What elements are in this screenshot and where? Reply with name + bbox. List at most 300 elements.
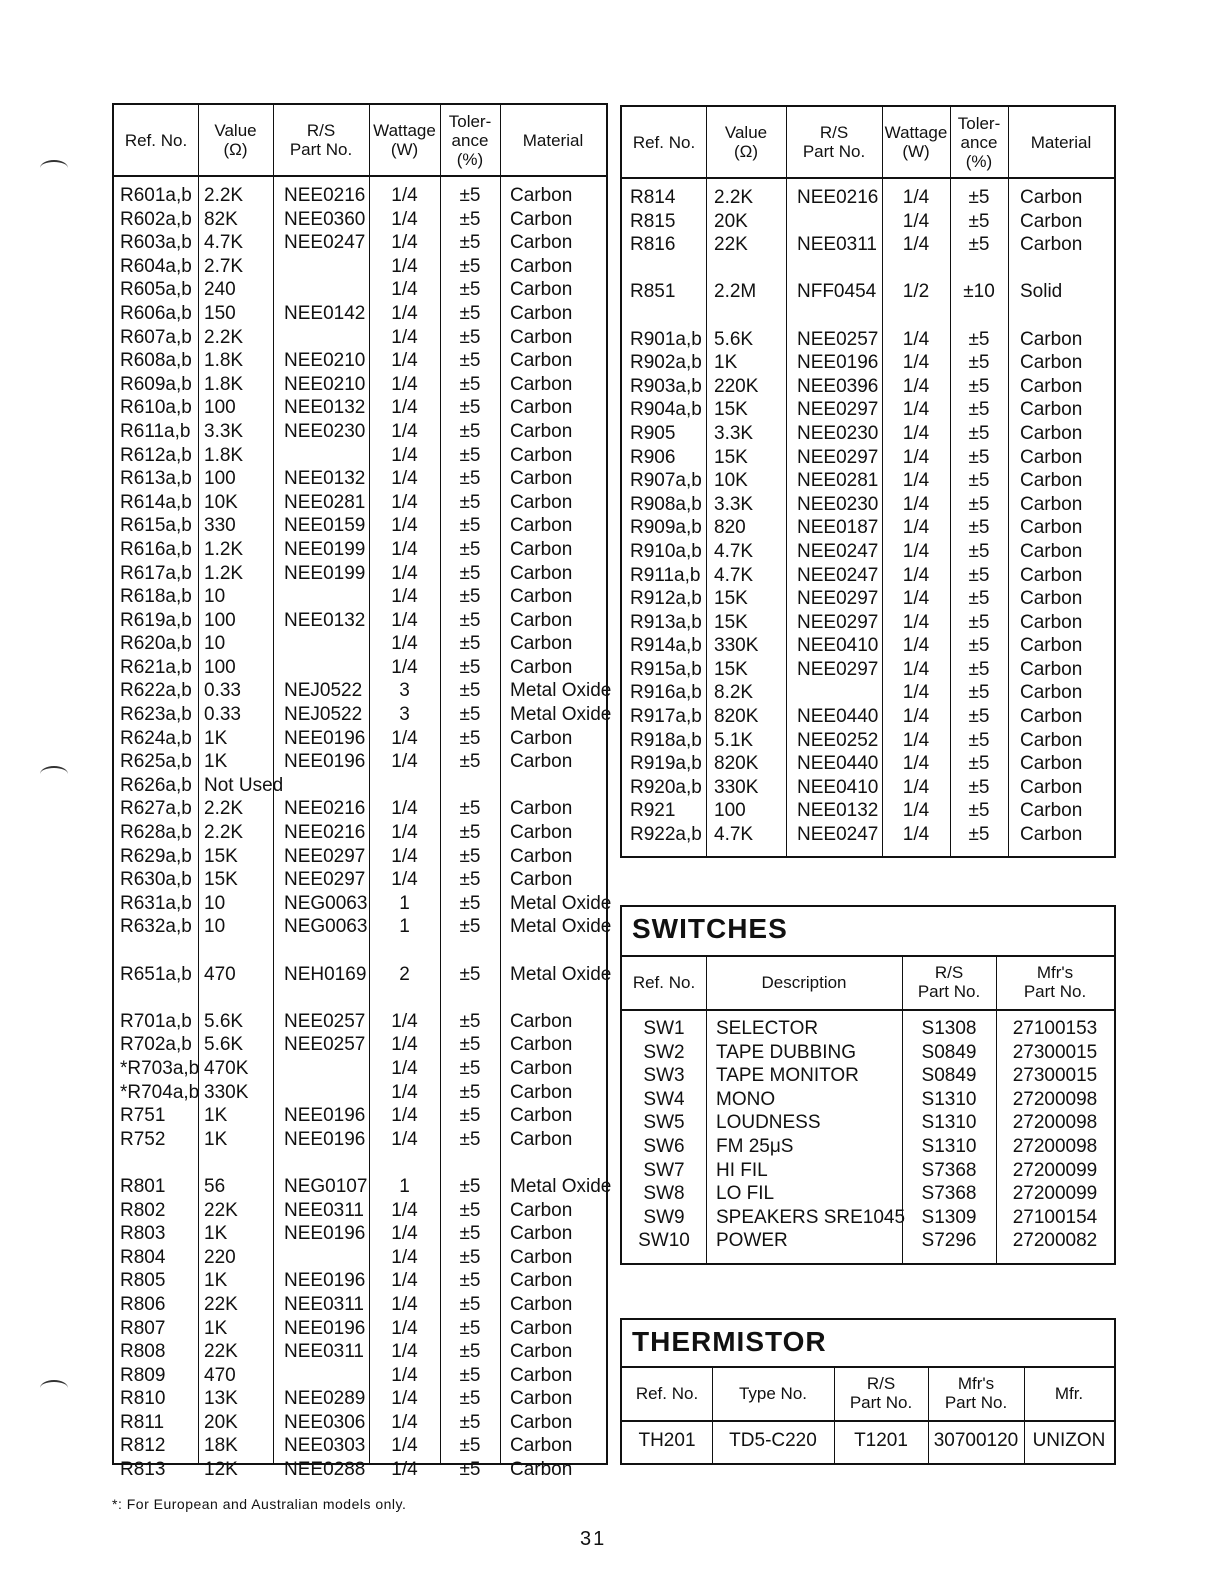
cell-wattage: 1/4 (391, 562, 418, 584)
right-table-header (622, 107, 1114, 179)
cell-value: 5.6K (204, 1034, 244, 1056)
cell-ref: R628a,b (120, 822, 192, 844)
cell-ref: R612a,b (120, 444, 192, 466)
cell-material: Carbon (510, 1057, 573, 1079)
cell-value: 1K (204, 1223, 228, 1245)
cell-tolerance: ±10 (963, 281, 995, 303)
cell-type: TD5-C220 (729, 1430, 817, 1451)
thermistor-body (622, 1428, 1114, 1454)
table-row (622, 1064, 1114, 1088)
cell-mfr-part: 27100153 (1012, 1018, 1098, 1039)
cell-material: Carbon (1020, 187, 1083, 208)
cell-wattage: 1/4 (391, 845, 418, 867)
cell-wattage: 1/4 (391, 1270, 418, 1292)
cell-tolerance: ±5 (968, 753, 990, 775)
cell-material: Carbon (1020, 328, 1083, 350)
table-row (622, 823, 1114, 847)
cell-ref: R625a,b (120, 751, 192, 773)
cell-part: NEE0440 (797, 706, 879, 728)
table-row (114, 1317, 606, 1341)
table-row (114, 892, 612, 916)
cell-ref: R922a,b (630, 824, 702, 846)
table-row (114, 1175, 612, 1199)
cell-material: Carbon (510, 350, 573, 372)
cell-wattage: 1/4 (391, 1293, 418, 1315)
cell-wattage: 1/4 (902, 588, 930, 610)
cell-material: Carbon (1020, 375, 1083, 397)
table-row (622, 446, 1114, 470)
table-row (114, 444, 606, 468)
cell-part: NEE0132 (797, 800, 879, 822)
cell-tolerance: ±5 (459, 822, 481, 844)
cell-wattage: 1/4 (391, 609, 418, 631)
cell-material: Carbon (510, 1199, 573, 1221)
cell-part: S0849 (921, 1041, 977, 1063)
cell-part: NEE0297 (797, 658, 879, 680)
cell-description: SPEAKERS SRE1045 (716, 1206, 906, 1228)
cell-ref: R903a,b (630, 375, 702, 397)
cell-ref: R621a,b (120, 656, 192, 678)
cell-part: S1309 (921, 1206, 977, 1228)
cell-part: NFF0454 (797, 281, 877, 303)
cell-tolerance: ±5 (459, 208, 481, 230)
cell-ref: R911a,b (630, 564, 701, 586)
switches-body (622, 1017, 1114, 1253)
cell-part: NEE0257 (797, 328, 879, 350)
cell-tolerance: ±5 (459, 1341, 481, 1363)
table-row (114, 915, 612, 939)
table-row (114, 373, 606, 397)
cell-material: Carbon (510, 397, 573, 419)
cell-part: NEE0199 (284, 538, 366, 560)
cell-wattage: 1/4 (902, 540, 930, 562)
cell-value: 1K (204, 1317, 228, 1339)
cell-ref: R752 (120, 1128, 166, 1150)
cell-wattage: 1/4 (391, 1223, 418, 1245)
cell-part: NEJ0522 (284, 704, 363, 726)
cell-mfr: UNIZON (1032, 1430, 1106, 1451)
cell-tolerance: ±5 (968, 800, 990, 822)
cell-material: Carbon (1020, 611, 1083, 633)
cell-value: 1.2K (204, 562, 244, 584)
cell-tolerance: ±5 (459, 1128, 481, 1150)
col-header-mfr-part: Mfr's Part No. (944, 1374, 1008, 1412)
cell-value: 220 (204, 1246, 236, 1268)
table-row (622, 1088, 1114, 1112)
left-table-body (114, 184, 612, 1482)
cell-ref: R610a,b (120, 397, 192, 419)
cell-value: 0.33 (204, 680, 241, 702)
table-row (622, 1041, 1114, 1065)
cell-material: Carbon (510, 586, 573, 608)
cell-part: NEE0297 (797, 588, 879, 610)
cell-value: 8.2K (714, 682, 754, 704)
cell-tolerance: ±5 (459, 680, 481, 702)
cell-wattage: 1/4 (391, 515, 418, 537)
cell-value: 1K (204, 727, 228, 749)
cell-material: Carbon (1020, 706, 1083, 728)
cell-ref: R607a,b (120, 326, 192, 348)
cell-value: 1K (204, 1270, 228, 1292)
cell-tolerance: ±5 (459, 468, 481, 490)
cell-part: NEE0196 (284, 1128, 366, 1150)
cell-tolerance: ±5 (968, 611, 990, 633)
cell-wattage: 1/4 (391, 727, 418, 749)
switches-table (620, 905, 1116, 1265)
cell-ref: R801 (120, 1175, 166, 1197)
table-row (622, 1182, 1114, 1206)
cell-value: 22K (204, 1293, 238, 1315)
cell-ref: R629a,b (120, 845, 192, 867)
thermistor-header (622, 1366, 1114, 1422)
col-header-description: Description (761, 972, 847, 992)
cell-value: 18K (204, 1435, 238, 1457)
cell-ref: R816 (630, 234, 676, 256)
cell-part: NEE0247 (797, 564, 879, 586)
table-row (114, 1010, 606, 1034)
table-row (114, 585, 606, 609)
cell-ref: R914a,b (630, 635, 702, 657)
cell-value: 10 (204, 916, 226, 938)
table-row (114, 538, 606, 562)
cell-material: Carbon (510, 727, 573, 749)
cell-wattage: 1/4 (902, 753, 930, 775)
cell-wattage: 1/4 (902, 635, 930, 657)
cell-part: NEE0311 (284, 1293, 364, 1315)
cell-wattage: 1/4 (391, 751, 418, 773)
cell-ref: R613a,b (120, 468, 192, 490)
table-row (114, 278, 606, 302)
table-row (622, 516, 1114, 540)
cell-wattage: 3 (399, 704, 410, 726)
cell-part: NEE0257 (284, 1034, 366, 1056)
table-row (114, 1199, 606, 1223)
cell-part: NEE0196 (284, 727, 366, 749)
cell-wattage: 1/4 (902, 399, 930, 421)
cell-wattage: 1 (399, 916, 410, 938)
cell-value: 22K (204, 1341, 238, 1363)
cell-tolerance: ±5 (968, 564, 990, 586)
table-row (114, 326, 606, 350)
cell-value: 1K (204, 1128, 228, 1150)
cell-tolerance: ±5 (968, 635, 990, 657)
table-row (114, 208, 606, 232)
cell-tolerance: ±5 (459, 751, 481, 773)
cell-tolerance: ±5 (459, 892, 481, 914)
cell-ref: SW4 (643, 1088, 685, 1110)
cell-part: T1201 (854, 1430, 908, 1451)
cell-mfr-part: 27200099 (1012, 1183, 1098, 1205)
cell-ref: R806 (120, 1293, 166, 1315)
cell-part: NEE0247 (284, 232, 366, 254)
cell-material: Carbon (510, 1034, 573, 1056)
table-row (622, 210, 1114, 234)
cell-mfr-part: 27200082 (1012, 1230, 1098, 1252)
table-row (114, 1458, 606, 1482)
cell-tolerance: ±5 (968, 234, 990, 256)
cell-wattage: 1/4 (902, 517, 930, 539)
table-row (114, 231, 606, 255)
cell-material: Carbon (1020, 517, 1083, 539)
table-row (114, 1340, 606, 1364)
cell-tolerance: ±5 (968, 352, 990, 374)
cell-mfr-part: 27200098 (1012, 1088, 1098, 1110)
cell-material: Carbon (510, 1128, 573, 1150)
cell-wattage: 1/4 (902, 187, 930, 208)
table-row (114, 963, 612, 987)
col-header-ref: Ref. No. (124, 130, 188, 150)
cell-material: Carbon (510, 373, 573, 395)
cell-value: 4.7K (204, 232, 244, 254)
cell-part: NEE0440 (797, 753, 879, 775)
left-resistor-table (112, 103, 612, 1481)
cell-tolerance: ±5 (459, 538, 481, 560)
cell-tolerance: ±5 (968, 588, 990, 610)
cell-part: NEE0132 (284, 397, 366, 419)
table-row (622, 729, 1114, 753)
table-row (622, 422, 1114, 446)
cell-tolerance: ±5 (459, 1317, 481, 1339)
cell-value: 10K (714, 470, 748, 492)
table-row (114, 514, 606, 538)
cell-ref: R611a,b (120, 420, 191, 442)
cell-wattage: 1/4 (391, 586, 418, 608)
cell-value: 2.2K (204, 822, 244, 844)
cell-part: NEE0196 (284, 1105, 366, 1127)
cell-tolerance: ±5 (459, 609, 481, 631)
cell-material: Carbon (510, 869, 573, 891)
cell-ref: SW3 (643, 1065, 685, 1087)
cell-ref: R651a,b (120, 963, 192, 985)
table-row (622, 328, 1114, 352)
cell-tolerance: ±5 (459, 869, 481, 891)
table-row (114, 1128, 606, 1152)
cell-tolerance: ±5 (459, 232, 481, 254)
cell-material: Carbon (1020, 776, 1083, 798)
cell-ref: R917a,b (630, 706, 702, 728)
cell-ref: R616a,b (120, 538, 192, 560)
table-row (622, 1206, 1114, 1230)
cell-material: Carbon (510, 1341, 573, 1363)
cell-part: NEE0303 (284, 1435, 366, 1457)
cell-ref: R622a,b (120, 680, 192, 702)
cell-value: 2.2K (204, 185, 244, 206)
cell-part: NEG0063 (284, 916, 368, 938)
cell-wattage: 1/4 (391, 633, 418, 655)
col-header-part: R/S Part No. (289, 121, 353, 159)
cell-tolerance: ±5 (459, 444, 481, 466)
cell-material: Carbon (510, 1010, 573, 1032)
cell-ref: R603a,b (120, 232, 192, 254)
cell-value: 100 (204, 609, 236, 631)
cell-tolerance: ±5 (459, 633, 481, 655)
cell-material: Carbon (1020, 635, 1083, 657)
cell-part: NEE0247 (797, 824, 879, 846)
cell-ref: SW8 (643, 1183, 685, 1205)
cell-ref: R623a,b (120, 704, 192, 726)
cell-ref: R918a,b (630, 729, 702, 751)
cell-value: 15K (714, 611, 748, 633)
cell-material: Carbon (1020, 493, 1083, 515)
cell-part: S0849 (921, 1065, 977, 1087)
cell-part: NEE0159 (284, 515, 366, 537)
cell-material: Metal Oxide (510, 963, 612, 985)
cell-ref: R916a,b (630, 682, 702, 704)
cell-material: Carbon (510, 491, 573, 513)
table-row (622, 705, 1114, 729)
cell-tolerance: ±5 (459, 562, 481, 584)
cell-part: NEG0063 (284, 892, 368, 914)
cell-value: 820K (714, 706, 759, 728)
cell-ref: R804 (120, 1246, 166, 1268)
table-row (622, 776, 1114, 800)
cell-ref: R605a,b (120, 279, 192, 301)
cell-wattage: 1/4 (391, 869, 418, 891)
cell-value: 10 (204, 586, 226, 608)
cell-value: Not Used (204, 774, 284, 796)
cell-tolerance: ±5 (459, 1459, 481, 1481)
table-row (622, 799, 1114, 823)
cell-ref: R813 (120, 1459, 166, 1481)
table-row (114, 750, 606, 774)
cell-tolerance: ±5 (459, 185, 481, 206)
cell-ref: R632a,b (120, 916, 192, 938)
cell-part: NEE0132 (284, 609, 366, 631)
cell-value: 2.2M (714, 281, 757, 303)
cell-tolerance: ±5 (459, 255, 481, 277)
cell-ref: R919a,b (630, 753, 702, 775)
cell-material: Carbon (510, 1081, 573, 1103)
cell-tolerance: ±5 (459, 704, 481, 726)
cell-value: 5.6K (204, 1010, 244, 1032)
cell-tolerance: ±5 (459, 1034, 481, 1056)
cell-part: NEE0311 (284, 1199, 364, 1221)
table-row (622, 611, 1114, 635)
cell-part: NEE0311 (797, 234, 877, 256)
col-header-type: Type No. (738, 1383, 808, 1403)
cell-description: POWER (716, 1230, 788, 1252)
cell-material: Carbon (510, 798, 573, 820)
cell-part: S1310 (921, 1112, 977, 1134)
cell-ref: R701a,b (120, 1010, 192, 1032)
cell-part: NEE0297 (284, 869, 366, 891)
cell-material: Carbon (510, 444, 573, 466)
switches-title: SWITCHES (632, 913, 788, 944)
cell-part: S1310 (921, 1088, 977, 1110)
table-row (114, 491, 606, 515)
col-header-part: R/S Part No. (917, 963, 981, 1001)
cell-material: Carbon (510, 1459, 573, 1481)
cell-ref: R921 (630, 800, 676, 822)
cell-wattage: 1/4 (391, 350, 418, 372)
cell-wattage: 1/4 (391, 302, 418, 324)
table-row (622, 304, 1114, 328)
cell-wattage: 1/4 (902, 706, 930, 728)
cell-ref: R910a,b (630, 540, 702, 562)
table-row (622, 257, 1114, 281)
cell-tolerance: ±5 (459, 586, 481, 608)
cell-material: Carbon (1020, 564, 1083, 586)
table-row (114, 703, 612, 727)
cell-value: 10K (204, 491, 238, 513)
cell-tolerance: ±5 (968, 399, 990, 421)
cell-value: 2.2K (204, 798, 244, 820)
cell-value: 100 (204, 397, 236, 419)
cell-ref: *R703a,b (120, 1057, 200, 1079)
cell-ref: R803 (120, 1223, 166, 1245)
cell-ref: R908a,b (630, 493, 702, 515)
cell-wattage: 1/4 (391, 326, 418, 348)
cell-value: 220K (714, 375, 759, 397)
cell-value: 15K (714, 588, 748, 610)
cell-value: 15K (714, 446, 748, 468)
table-row (622, 469, 1114, 493)
cell-wattage: 1/4 (902, 352, 930, 374)
cell-material: Carbon (510, 1364, 573, 1386)
cell-tolerance: ±5 (459, 1388, 481, 1410)
table-row (114, 467, 606, 491)
cell-material: Carbon (510, 1388, 573, 1410)
cell-value: 820 (714, 517, 746, 539)
cell-part: NEE0196 (284, 1317, 366, 1339)
table-row (622, 658, 1114, 682)
cell-ref: SW1 (643, 1018, 685, 1039)
cell-ref: SW7 (643, 1159, 685, 1181)
table-row (622, 1017, 1114, 1041)
cell-tolerance: ±5 (968, 470, 990, 492)
cell-part: NEE0216 (797, 187, 879, 208)
table-row (622, 1229, 1114, 1253)
cell-material: Carbon (510, 1317, 573, 1339)
cell-material: Carbon (1020, 824, 1083, 846)
cell-material: Carbon (1020, 682, 1083, 704)
col-header-tolerance: Toler- ance (%) (957, 113, 1001, 171)
cell-value: 1.2K (204, 538, 244, 560)
cell-wattage: 1/4 (902, 234, 930, 256)
cell-part: NEE0196 (284, 1270, 366, 1292)
col-header-value: Value (Ω) (214, 121, 257, 159)
cell-part: S1310 (921, 1135, 977, 1157)
cell-value: 1.8K (204, 444, 244, 466)
cell-wattage: 1/4 (391, 1435, 418, 1457)
cell-value: 0.33 (204, 704, 241, 726)
cell-wattage: 1/4 (391, 1081, 418, 1103)
cell-tolerance: ±5 (459, 1435, 481, 1457)
cell-part: NEE0360 (284, 208, 366, 230)
table-row (622, 233, 1114, 257)
cell-wattage: 1/4 (391, 798, 418, 820)
table-row (114, 939, 606, 963)
cell-material: Carbon (1020, 422, 1083, 444)
cell-material: Carbon (1020, 210, 1083, 232)
cell-tolerance: ±5 (459, 916, 481, 938)
table-row (114, 1246, 606, 1270)
cell-material: Carbon (510, 255, 573, 277)
col-header-value: Value (Ω) (724, 123, 768, 161)
cell-material: Carbon (510, 1246, 573, 1268)
cell-ref: R624a,b (120, 727, 192, 749)
cell-wattage: 1/4 (902, 470, 930, 492)
table-row (114, 302, 606, 326)
cell-wattage: 1/4 (902, 328, 930, 350)
cell-value: 20K (204, 1411, 238, 1433)
cell-value: 15K (204, 845, 238, 867)
cell-value: 100 (714, 800, 746, 822)
cell-value: 150 (204, 302, 236, 324)
cell-wattage: 1/4 (391, 1034, 418, 1056)
cell-value: 820K (714, 753, 759, 775)
cell-mfr-part: 27200098 (1012, 1135, 1098, 1157)
